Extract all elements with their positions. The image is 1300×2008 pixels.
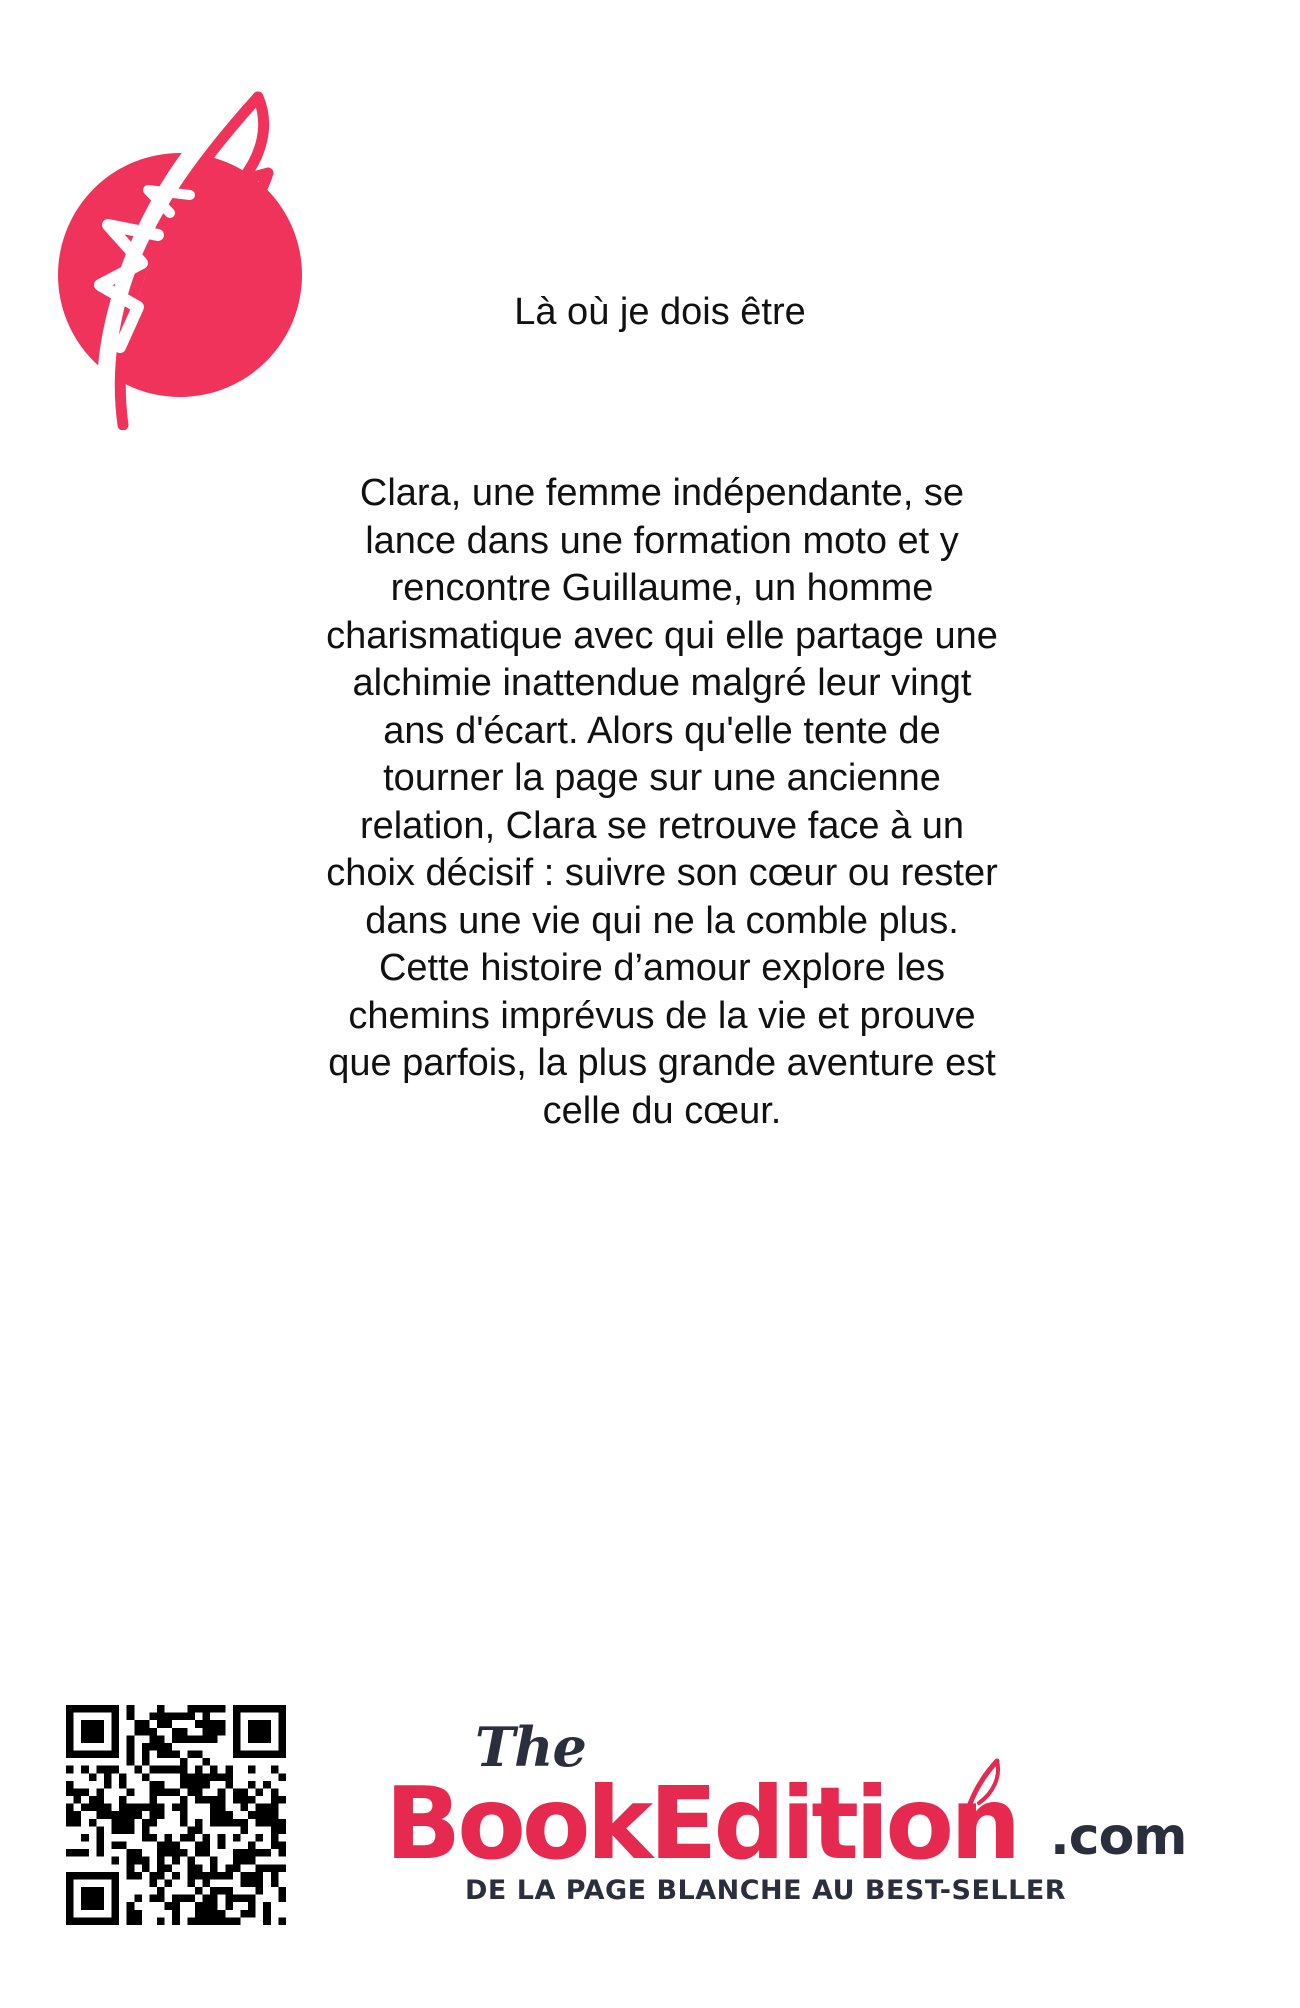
blurb-line: Cette histoire d’amour explore les (378, 947, 946, 989)
blurb-line: choix décisif : suivre son cœur ou rester (326, 852, 998, 894)
blurb-line: alchimie inattendue malgré leur vingt (352, 662, 972, 704)
blurb-line: tourner la page sur une ancienne (383, 757, 941, 799)
book-title: Là où je dois être (514, 291, 806, 333)
blurb-line: rencontre Guillaume, un homme (390, 567, 934, 609)
blurb-line: ans d'écart. Alors qu'elle tente de (383, 709, 941, 752)
blurb-line: dans une vie qui ne la comble plus. (365, 899, 959, 942)
feather-quill-icon (953, 1757, 1003, 1847)
publisher-tagline: DE LA PAGE BLANCHE AU BEST-SELLER (465, 1875, 1067, 1906)
qr-code-icon (66, 1705, 286, 1925)
publisher-domain: .com (1050, 1807, 1187, 1867)
blurb-line: chemins imprévus de la vie et prouve (348, 994, 976, 1037)
publisher-name: BookEdition (385, 1765, 1018, 1882)
blurb-line: charismatique avec qui elle partage une (326, 614, 998, 657)
blurb-line: lance dans une formation moto et y (365, 519, 959, 562)
feather-quill-circle-icon (30, 85, 330, 430)
publisher-the: The (475, 1715, 586, 1779)
publisher-logo (385, 1715, 1205, 1925)
blurb-line: relation, Clara se retrouve face à un (359, 804, 965, 847)
blurb-line: que parfois, la plus grande aventure est (328, 1042, 996, 1084)
blurb-line: celle du cœur. (542, 1089, 782, 1132)
blurb-line: Clara, une femme indépendante, se (359, 472, 965, 514)
book-blurb (282, 470, 1042, 1135)
